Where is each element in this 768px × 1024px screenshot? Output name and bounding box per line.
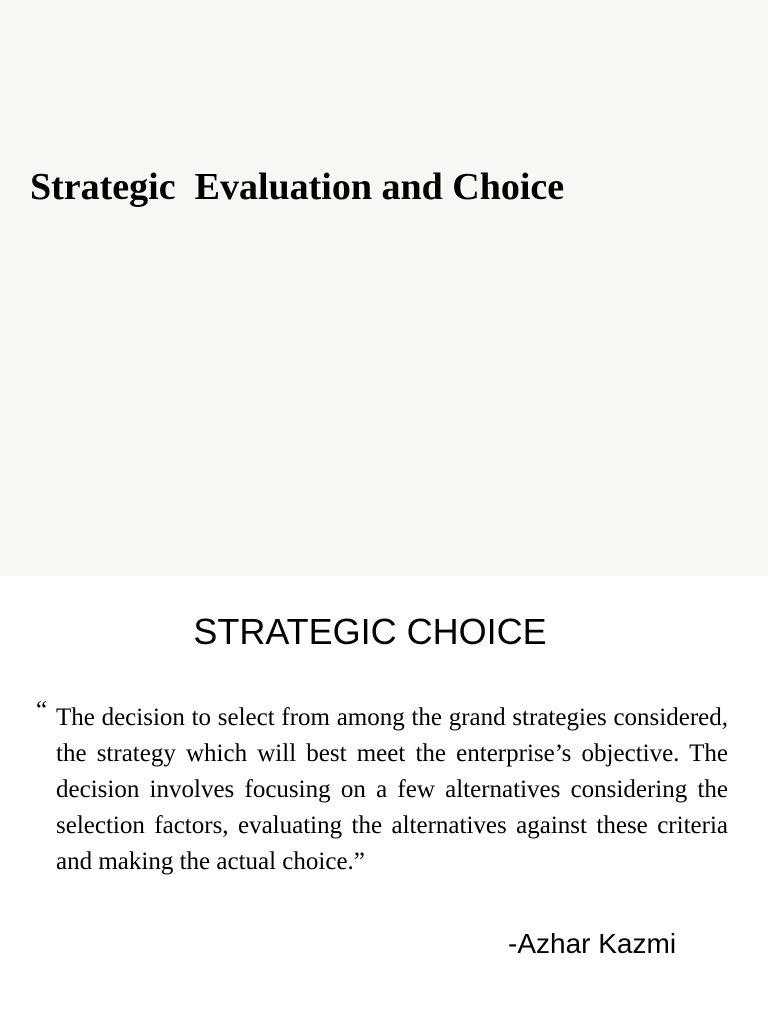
slide-2 <box>0 576 768 1024</box>
open-quote-mark: “ <box>36 697 48 724</box>
quote-text: The decision to select from among the grand strategies considered, the strategy which will best meet the enterprise’s objective. The decision involves focusing on a few alternatives considering the selection factors, evaluating the alternatives against these criteria and making the actual choice.” <box>56 704 728 875</box>
quote-block <box>36 697 728 880</box>
quote-author: -Azhar Kazmi <box>508 928 677 959</box>
slide-2-title: STRATEGIC CHOICE <box>193 611 547 652</box>
slide-1-title: Strategic Evaluation and Choice <box>30 166 565 208</box>
